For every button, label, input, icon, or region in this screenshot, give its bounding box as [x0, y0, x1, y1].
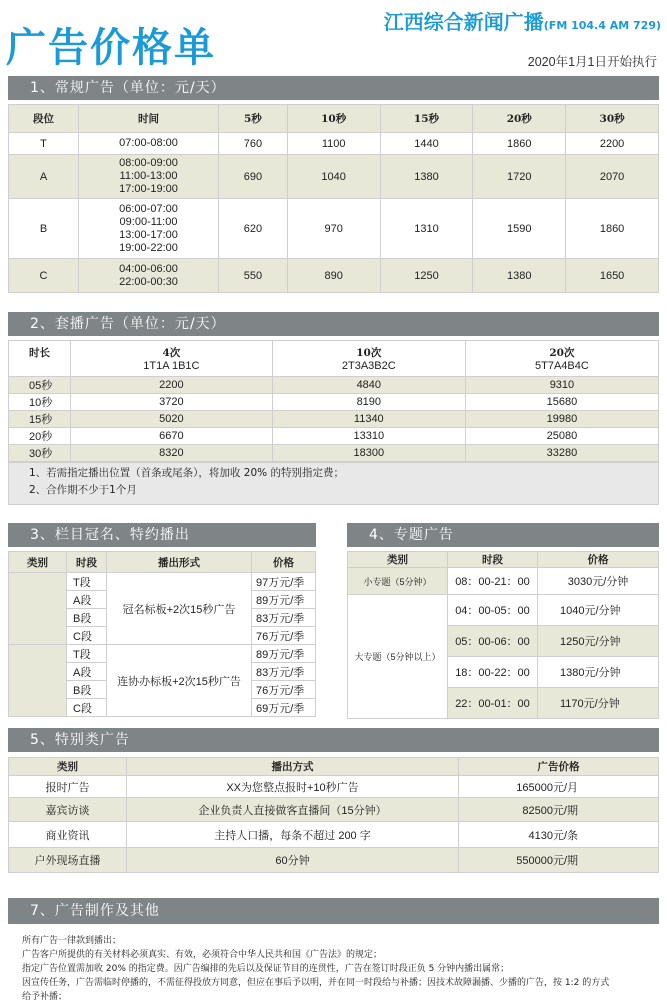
- col-header: 30秒: [566, 105, 659, 133]
- cell-seg: C: [9, 259, 79, 293]
- small-feature-time: 08：00-21：00: [448, 568, 538, 595]
- cell-seg: A: [9, 155, 79, 199]
- cell-length: 30秒: [9, 445, 71, 462]
- cell-category: [9, 573, 67, 645]
- note-line: 给予补播；: [22, 992, 68, 1000]
- cell-time: 18：00-22：00: [448, 657, 538, 688]
- cell-price: 89万元/季: [252, 645, 316, 663]
- feature-ad-table: [347, 551, 659, 719]
- cell-segment: T段: [67, 645, 107, 663]
- table-row: [9, 776, 659, 798]
- table-row: [9, 573, 316, 591]
- cell-method: XX为您整点报时+10秒广告: [127, 776, 459, 798]
- table-row: [348, 595, 659, 626]
- cell-method: 企业负责人直接做客直播间（15分钟）: [127, 798, 459, 822]
- cell-price: 1170元/分钟: [538, 688, 659, 719]
- note-line: 因宣传任务，广告需临时停播的，不需征得投放方同意，但应在事后予以明，并在同一时段给与补播；因技术故障漏播、少播的广告，按 1:2 的方式: [22, 978, 610, 988]
- col-header: 时段: [448, 552, 538, 568]
- package-combo: 2T3A3B2C: [341, 360, 396, 372]
- station-label: 江西综合新闻广播: [383, 10, 544, 34]
- cell-p15: 1310: [380, 199, 473, 259]
- cell-segment: B段: [67, 681, 107, 699]
- cell-price: 83万元/季: [252, 609, 316, 627]
- cell-category: 商业资讯: [9, 822, 127, 848]
- note-line: 所有广告一律款到播出；: [22, 936, 122, 946]
- table-row: [9, 445, 659, 462]
- col-header: 类别: [348, 552, 448, 568]
- package-count: 10次: [356, 347, 382, 359]
- section-3-header: 3、栏目冠名、特约播出: [8, 523, 316, 547]
- cell-p15: 1440: [380, 133, 473, 155]
- cell-time: 05：00-06：00: [448, 626, 538, 657]
- cell-p10: 970: [287, 199, 380, 259]
- special-ad-table: [8, 757, 659, 873]
- cell-price: 19980: [465, 411, 658, 428]
- package-combo: 1T1A 1B1C: [143, 360, 200, 372]
- cell-price: 4840: [272, 377, 465, 394]
- table-row: [9, 848, 659, 873]
- cell-p30: 1650: [566, 259, 659, 293]
- cell-form: 冠名标板+2次15秒广告: [107, 573, 252, 645]
- package-col-4: [71, 341, 273, 377]
- table-row: [9, 822, 659, 848]
- package-combo: 5T7A4B4C: [535, 360, 589, 372]
- cell-category: 报时广告: [9, 776, 127, 798]
- cell-length: 05秒: [9, 377, 71, 394]
- cell-p30: 2070: [566, 155, 659, 199]
- cell-p5: 690: [219, 155, 288, 199]
- cell-price: 1040元/分钟: [538, 595, 659, 626]
- production-notes: [8, 928, 659, 1000]
- cell-price: 33280: [465, 445, 658, 462]
- col-header: 价格: [538, 552, 659, 568]
- cell-price: 25080: [465, 428, 658, 445]
- col-header: 时段: [67, 552, 107, 573]
- cell-segment: B段: [67, 609, 107, 627]
- cell-price: 82500元/期: [459, 798, 659, 822]
- cell-time: 08:00-09:00 11:00-13:00 17:00-19:00: [79, 155, 219, 199]
- cell-p10: 890: [287, 259, 380, 293]
- cell-time: 07:00-08:00: [79, 133, 219, 155]
- small-feature-price: 3030元/分钟: [538, 568, 659, 595]
- cell-price: 1380元/分钟: [538, 657, 659, 688]
- col-header: 播出方式: [127, 758, 459, 776]
- package-col-10: [272, 341, 465, 377]
- col-header: 时间: [79, 105, 219, 133]
- cell-price: 89万元/季: [252, 591, 316, 609]
- cell-category: [9, 645, 67, 717]
- section-1-header: 1、常规广告（单位：元/天）: [8, 76, 659, 100]
- cell-length: 15秒: [9, 411, 71, 428]
- small-feature-label: 小专题（5分钟）: [348, 568, 448, 595]
- cell-price: 5020: [71, 411, 273, 428]
- section-4-header: 4、专题广告: [347, 523, 659, 547]
- cell-price: 8320: [71, 445, 273, 462]
- section-7-header: 7、广告制作及其他: [8, 898, 659, 924]
- page-title: 广告价格单: [6, 25, 216, 71]
- cell-price: 8190: [272, 394, 465, 411]
- cell-price: 1250元/分钟: [538, 626, 659, 657]
- note-line: 1、若需指定播出位置（首条或尾条），将加收 20% 的特别指定费；: [29, 467, 344, 479]
- cell-price: 76万元/季: [252, 627, 316, 645]
- cell-price: 2200: [71, 377, 273, 394]
- cell-price: 550000元/期: [459, 848, 659, 873]
- col-header: 类别: [9, 758, 127, 776]
- cell-price: 6670: [71, 428, 273, 445]
- note-line: 指定广告位置需加收 20% 的指定费。因广告编排的先后以及保证节目的连贯性，广告在签订时段正负 5 分钟内播出属常；: [22, 964, 510, 974]
- package-count: 4次: [162, 347, 181, 359]
- cell-p15: 1250: [380, 259, 473, 293]
- cell-price: 76万元/季: [252, 681, 316, 699]
- package-count: 20次: [549, 347, 575, 359]
- cell-price: 165000元/月: [459, 776, 659, 798]
- section-5-header: 5、特别类广告: [8, 728, 659, 752]
- table-row: [9, 798, 659, 822]
- cell-p5: 760: [219, 133, 288, 155]
- cell-segment: C段: [67, 627, 107, 645]
- cell-p20: 1590: [473, 199, 566, 259]
- table-row: [9, 428, 659, 445]
- cell-category: 嘉宾访谈: [9, 798, 127, 822]
- cell-length: 10秒: [9, 394, 71, 411]
- cell-p20: 1380: [473, 259, 566, 293]
- cell-p15: 1380: [380, 155, 473, 199]
- effective-date: 2020年1月1日开始执行: [527, 55, 657, 69]
- regular-ad-table: [8, 104, 659, 293]
- note-line: 广告客户所提供的有关材料必须真实、有效，必须符合中华人民共和国《广告法》的规定；: [22, 950, 383, 960]
- table-row: [9, 199, 659, 259]
- cell-segment: C段: [67, 699, 107, 717]
- cell-price: 11340: [272, 411, 465, 428]
- col-header: 段位: [9, 105, 79, 133]
- cell-time: 04:00-06:00 22:00-00:30: [79, 259, 219, 293]
- cell-p5: 550: [219, 259, 288, 293]
- table-row: [9, 259, 659, 293]
- cell-price: 97万元/季: [252, 573, 316, 591]
- col-header: 10秒: [287, 105, 380, 133]
- cell-time: 06:00-07:00 09:00-11:00 13:00-17:00 19:00-22:00: [79, 199, 219, 259]
- table-row: [9, 645, 316, 663]
- cell-price: 15680: [465, 394, 658, 411]
- cell-price: 69万元/季: [252, 699, 316, 717]
- note-line: 2、合作期不少于1个月: [29, 484, 137, 496]
- station-name: [384, 6, 661, 35]
- cell-price: 4130元/条: [459, 822, 659, 848]
- col-header: 时长: [9, 341, 71, 377]
- cell-p20: 1720: [473, 155, 566, 199]
- package-col-20: [465, 341, 658, 377]
- section-2-header: 2、套播广告（单位：元/天）: [8, 312, 659, 336]
- cell-p10: 1100: [287, 133, 380, 155]
- cell-time: 04：00-05：00: [448, 595, 538, 626]
- cell-p30: 2200: [566, 133, 659, 155]
- col-header: 价格: [252, 552, 316, 573]
- col-header: 20秒: [473, 105, 566, 133]
- table-row: [9, 133, 659, 155]
- package-ad-table: [8, 340, 659, 505]
- table-row: [9, 411, 659, 428]
- cell-price: 9310: [465, 377, 658, 394]
- cell-segment: A段: [67, 663, 107, 681]
- cell-seg: B: [9, 199, 79, 259]
- big-feature-label: 大专题（5分钟以上）: [348, 595, 448, 719]
- col-header: 5秒: [219, 105, 288, 133]
- cell-p5: 620: [219, 199, 288, 259]
- cell-segment: A段: [67, 591, 107, 609]
- station-frequency: (FM 104.4 AM 729): [543, 19, 661, 32]
- col-header: 类别: [9, 552, 67, 573]
- cell-p30: 1860: [566, 199, 659, 259]
- col-header: 15秒: [380, 105, 473, 133]
- cell-category: 户外现场直播: [9, 848, 127, 873]
- col-header: 广告价格: [459, 758, 659, 776]
- table-row: [9, 394, 659, 411]
- package-notes: [8, 462, 659, 505]
- cell-price: 83万元/季: [252, 663, 316, 681]
- cell-price: 3720: [71, 394, 273, 411]
- cell-seg: T: [9, 133, 79, 155]
- col-header: 播出形式: [107, 552, 252, 573]
- table-row: [9, 155, 659, 199]
- cell-p20: 1860: [473, 133, 566, 155]
- cell-price: 18300: [272, 445, 465, 462]
- cell-form: 连协办标板+2次15秒广告: [107, 645, 252, 717]
- cell-p10: 1040: [287, 155, 380, 199]
- cell-segment: T段: [67, 573, 107, 591]
- cell-method: 60分钟: [127, 848, 459, 873]
- cell-price: 13310: [272, 428, 465, 445]
- cell-length: 20秒: [9, 428, 71, 445]
- cell-time: 22：00-01：00: [448, 688, 538, 719]
- sponsorship-table: [8, 551, 316, 717]
- table-row: [9, 377, 659, 394]
- cell-method: 主持人口播，每条不超过 200 字: [127, 822, 459, 848]
